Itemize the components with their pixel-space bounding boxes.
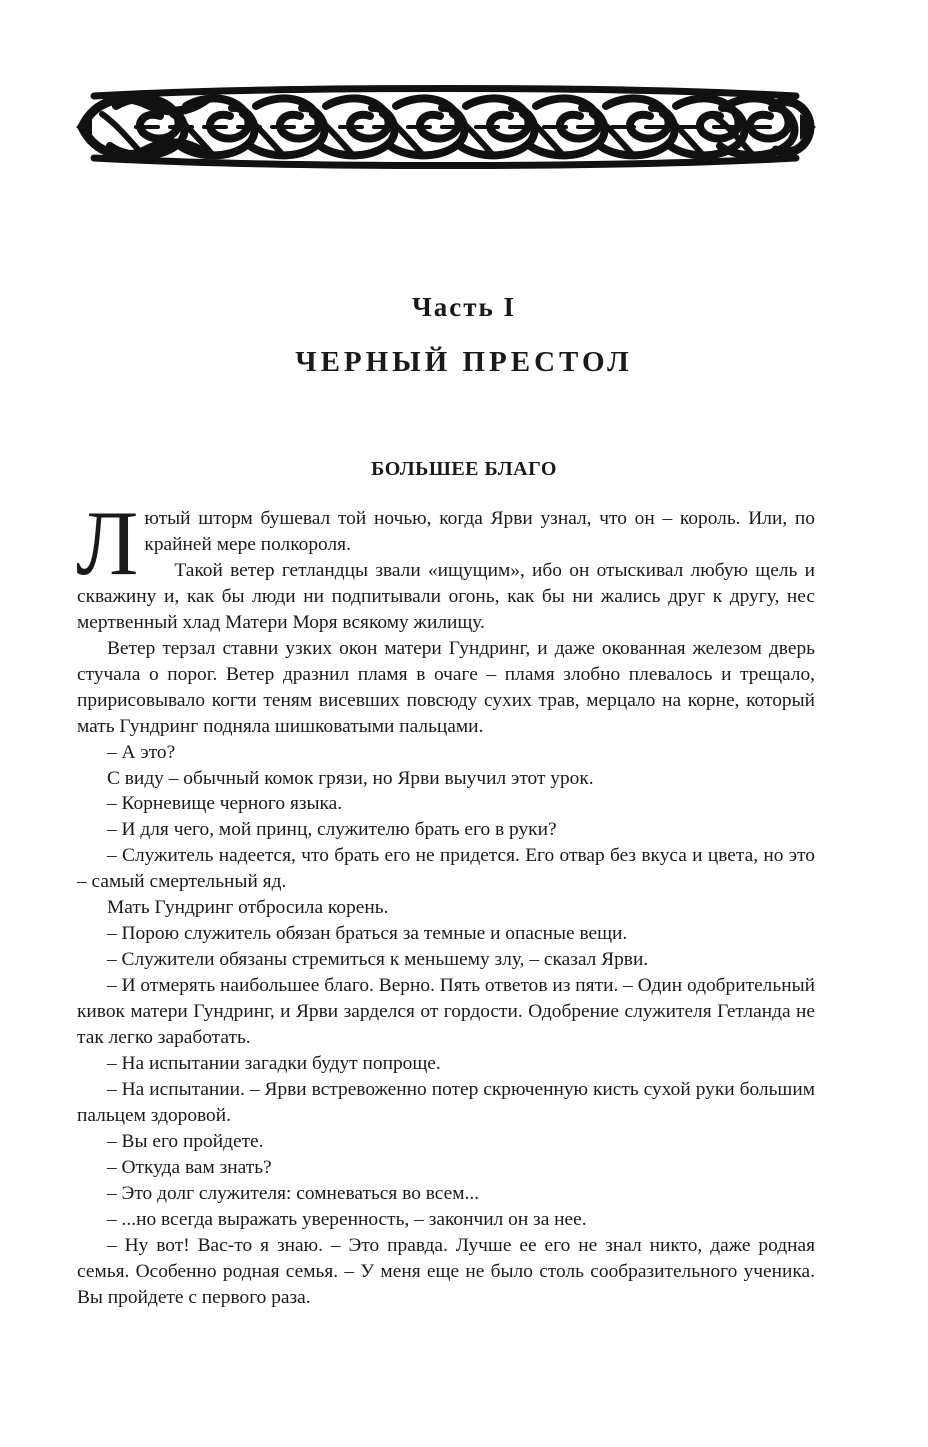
celtic-knot-border-icon [76,84,816,170]
book-title: ЧЕРНЫЙ ПРЕСТОЛ [295,346,633,378]
paragraph: Мать Гундринг отбросила корень. [107,897,389,919]
paragraph: – А это? [107,741,176,763]
paragraph: – Это долг служителя: сомневаться во всем... [107,1182,480,1204]
first-paragraph-text: ютый шторм бушевал той ночью, когда Ярви узнал, что он – король. Или, по крайней мере полкороля. [144,508,815,555]
paragraph: – ...но всегда выражать уверенность, – закончил он за нее. [107,1208,587,1230]
drop-cap: Л [76,492,139,594]
paragraph: – Ну вот! Вас-то я знаю. – Это правда. Лучше ее его не знал никто, даже родная семья. Особенно родная семья. – У меня еще не было столь сообразительного ученика. Вы пройдете с первого раза. [77,1234,815,1308]
first-paragraph [76,492,815,594]
paragraph: – Вы его пройдете. [107,1130,264,1152]
part-title: Часть I [411,292,517,322]
paragraph: – Служители обязаны стремиться к меньшему злу, – сказал Ярви. [107,949,649,971]
paragraph: – На испытании загадки будут попроще. [107,1053,441,1075]
paragraph: – На испытании. – Ярви встревоженно потер скрюченную кисть сухой руки большим пальцем здоровой. [77,1078,815,1126]
paragraph: – Порою служитель обязан браться за темные и опасные вещи. [107,923,628,945]
paragraph: Ветер терзал ставни узких окон матери Гундринг, и даже окованная железом дверь стучала о порог. Ветер дразнил пламя в очаге – пламя злобно плевалось и трещало, пририсовывало когти теням висевших повсюду сухих трав, мерцало на корне, который мать Гундринг подняла шишковатыми пальцами. [77,637,815,737]
paragraph: – Корневище черного языка. [107,793,343,815]
paragraph: – Откуда вам знать? [107,1156,272,1178]
paragraph: – И отмерять наибольшее благо. Верно. Пять ответов из пяти. – Один одобрительный кивок матери Гундринг, и Ярви зарделся от гордости. Одобрение служителя Гетланда не так легко заработать. [77,975,815,1049]
paragraph: – Служитель надеется, что брать его не придется. Его отвар без вкуса и цвета, но это – самый смертельный яд. [77,845,815,893]
paragraph: Такой ветер гетландцы звали «ищущим», ибо он отыскивал любую щель и скважину и, как бы люди ни подпитывали огонь, как бы ни жались друг к другу, нес мертвенный хлад Матери Моря всякому жилищу. [77,559,815,633]
paragraph: – И для чего, мой принц, служителю брать его в руки? [107,819,557,841]
paragraph: С виду – обычный комок грязи, но Ярви выучил этот урок. [107,767,594,789]
chapter-text [76,492,815,1311]
chapter-title: БОЛЬШЕЕ БЛАГО [371,458,557,480]
